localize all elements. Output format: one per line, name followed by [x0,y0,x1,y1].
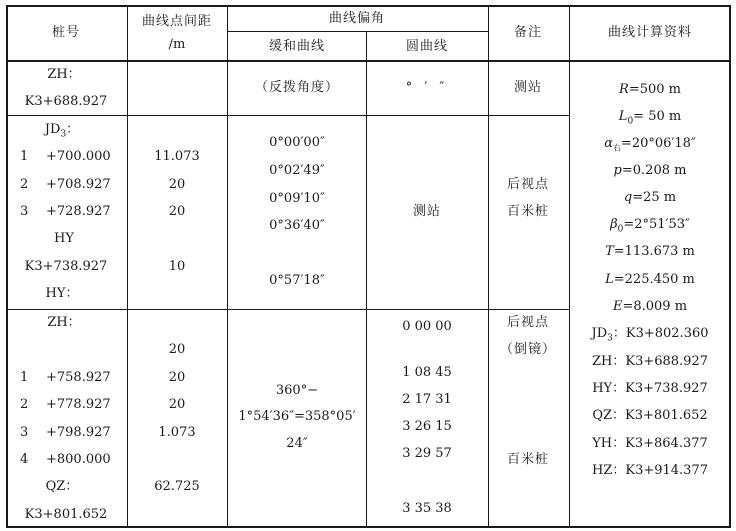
calc-yh: YH：K3+864.377 [592,436,708,451]
calc-T [605,244,695,260]
hy-row-4-index: 4 [20,452,29,467]
calc-q [624,190,676,206]
jd-row-2-station: +708.927 [46,177,111,192]
jd-hy-label-2: HY： [45,286,79,301]
calc-T-var: T [605,244,614,259]
hy-circular-last: 3 35 38 [402,501,452,516]
calc-alpha-val: =20°06′18″ [620,136,696,151]
calc-p-val: =0.208 m [621,163,687,178]
header-station: 桩号 [51,25,81,40]
zh-station-label: ZH： [47,67,81,82]
hy-circular-row-2: 2 17 31 [402,392,452,407]
jd-row-1-index: 1 [20,149,29,164]
hy-circular-row-3: 3 26 15 [402,419,452,434]
jd-row-3-angle: 0°09′10″ [269,191,325,206]
jd-row-2-index: 2 [20,177,29,192]
hy-station-label: ZH： [47,315,81,330]
calc-E [613,299,687,315]
calc-L0-var: L [618,109,628,124]
calc-jd-sub: 3 [607,333,613,344]
col-rule-5 [569,5,570,527]
jd-row-2-spacing: 20 [168,177,186,192]
calc-zh: ZH：K3+688.927 [591,354,709,369]
calc-jd-val: ：K3+802.360 [612,326,709,341]
rule-header-bottom [6,60,730,62]
calc-L-val: =225.450 m [613,272,695,287]
header-remarks: 备注 [513,25,543,40]
table-border-top [6,5,730,7]
hy-spacing-top: 20 [168,342,186,357]
table-border-bottom [6,526,730,528]
calc-qz: QZ：K3+801.652 [592,408,708,423]
calc-beta-var: β [610,217,618,232]
jd-extra-angle: 0°36′40″ [269,218,325,233]
zh-circular-units: ° ′ ″ [405,80,449,95]
calc-p [614,163,687,179]
hy-transition-line1: 360°− [275,383,319,398]
calc-R-val: =500 m [628,82,681,97]
jd-station-label [45,122,79,143]
calc-T-val: =113.673 m [613,244,695,259]
header-transition: 缓和曲线 [268,39,326,54]
calc-E-var: E [612,299,623,314]
hy-remark-line1: 后视点 [506,315,550,330]
jd-row-2-angle: 0°02′49″ [269,163,325,178]
hy-row-4-station: +800.000 [46,452,111,467]
hy-circular-row-4: 3 29 57 [402,446,452,461]
header-spacing-line1: 曲线点间距 [141,14,213,29]
header-circular: 圆曲线 [405,39,449,54]
hy-row-2-station: +778.927 [46,397,111,412]
calc-jd-label: JD [591,326,608,341]
calc-jd [591,326,708,347]
calc-R-var: R [619,82,629,97]
calc-alpha [604,136,696,157]
zh-remark: 测站 [513,80,543,95]
calc-R [619,82,681,98]
jd-circular: 测站 [412,204,442,219]
calc-alpha-var: α [604,136,613,151]
jd-row-1-spacing: 11.073 [154,149,200,164]
hy-transition-line2: 1°54′36″=358°05′ [238,409,356,424]
col-rule-2 [227,5,228,527]
hy-circular-row-1: 1 08 45 [402,365,452,380]
table-border-right [729,5,731,528]
jd-hy-value: K3+738.927 [24,259,108,274]
col-rule-4 [488,5,489,527]
calc-q-val: =25 m [632,190,677,205]
calc-L [605,272,695,288]
jd-remark-line2: 百米桩 [506,204,550,219]
header-calc: 曲线计算资料 [607,25,693,40]
hy-row-3-station: +798.927 [46,425,111,440]
jd-row-1-angle: 0°00′00″ [269,135,325,150]
hy-row-2-spacing: 20 [168,397,186,412]
hy-row-3-spacing: 1.073 [158,425,196,440]
jd-label-suffix: ： [66,122,80,137]
rule-after-jd [6,309,569,310]
calc-L0 [619,109,681,130]
hy-remark-line3: 百米桩 [506,452,550,467]
hy-qz-spacing: 62.725 [154,479,200,494]
jd-hy-spacing: 10 [168,259,186,274]
calc-L0-val: = 50 m [633,109,682,124]
col-rule-3 [366,31,367,527]
col-rule-1 [127,5,128,527]
zh-transition-note: （反拨角度） [254,80,340,95]
table-border-left [6,5,8,528]
jd-row-3-spacing: 20 [168,204,186,219]
calc-beta-val: =2°51′53″ [623,217,690,232]
jd-label-sub: 3 [60,129,67,140]
calc-q-var: q [623,190,633,205]
calc-beta-sub: 0 [617,224,624,235]
header-deflection: 曲线偏角 [328,11,386,26]
calc-E-val: =8.009 m [622,299,688,314]
zh-station-value: K3+688.927 [24,94,108,109]
calc-beta [610,217,690,238]
header-spacing-line2: /m [168,37,186,52]
jd-remark-line1: 后视点 [506,177,550,192]
hy-row-1-spacing: 20 [168,370,186,385]
calc-L0-sub: 0 [627,116,634,127]
hy-row-1-index: 1 [20,370,29,385]
rule-deflection-subheader [227,31,488,32]
jd-label-text: JD [44,122,61,137]
hy-circular-first: 0 00 00 [402,319,452,334]
hy-row-1-station: +758.927 [46,370,111,385]
hy-qz-label: QZ： [45,479,79,494]
hy-row-2-index: 2 [20,397,29,412]
hy-transition-line3: 24″ [286,436,308,451]
calc-alpha-sub: 右 [612,143,621,153]
calc-hy: HY：K3+738.927 [592,381,708,396]
calc-L-var: L [605,272,614,287]
calc-p-var: p [613,163,622,178]
jd-row-3-station: +728.927 [46,204,111,219]
hy-remark-line2: （倒镜） [499,342,557,357]
jd-row-3-index: 3 [20,204,29,219]
hy-row-3-index: 3 [20,425,29,440]
jd-hy-angle: 0°57′18″ [269,273,325,288]
hy-qz-value: K3+801.652 [24,507,108,522]
rule-after-zh [6,115,569,116]
calc-hz: HZ：K3+914.377 [591,463,709,478]
jd-hy-label: HY [54,231,74,246]
jd-row-1-station: +700.000 [46,149,111,164]
